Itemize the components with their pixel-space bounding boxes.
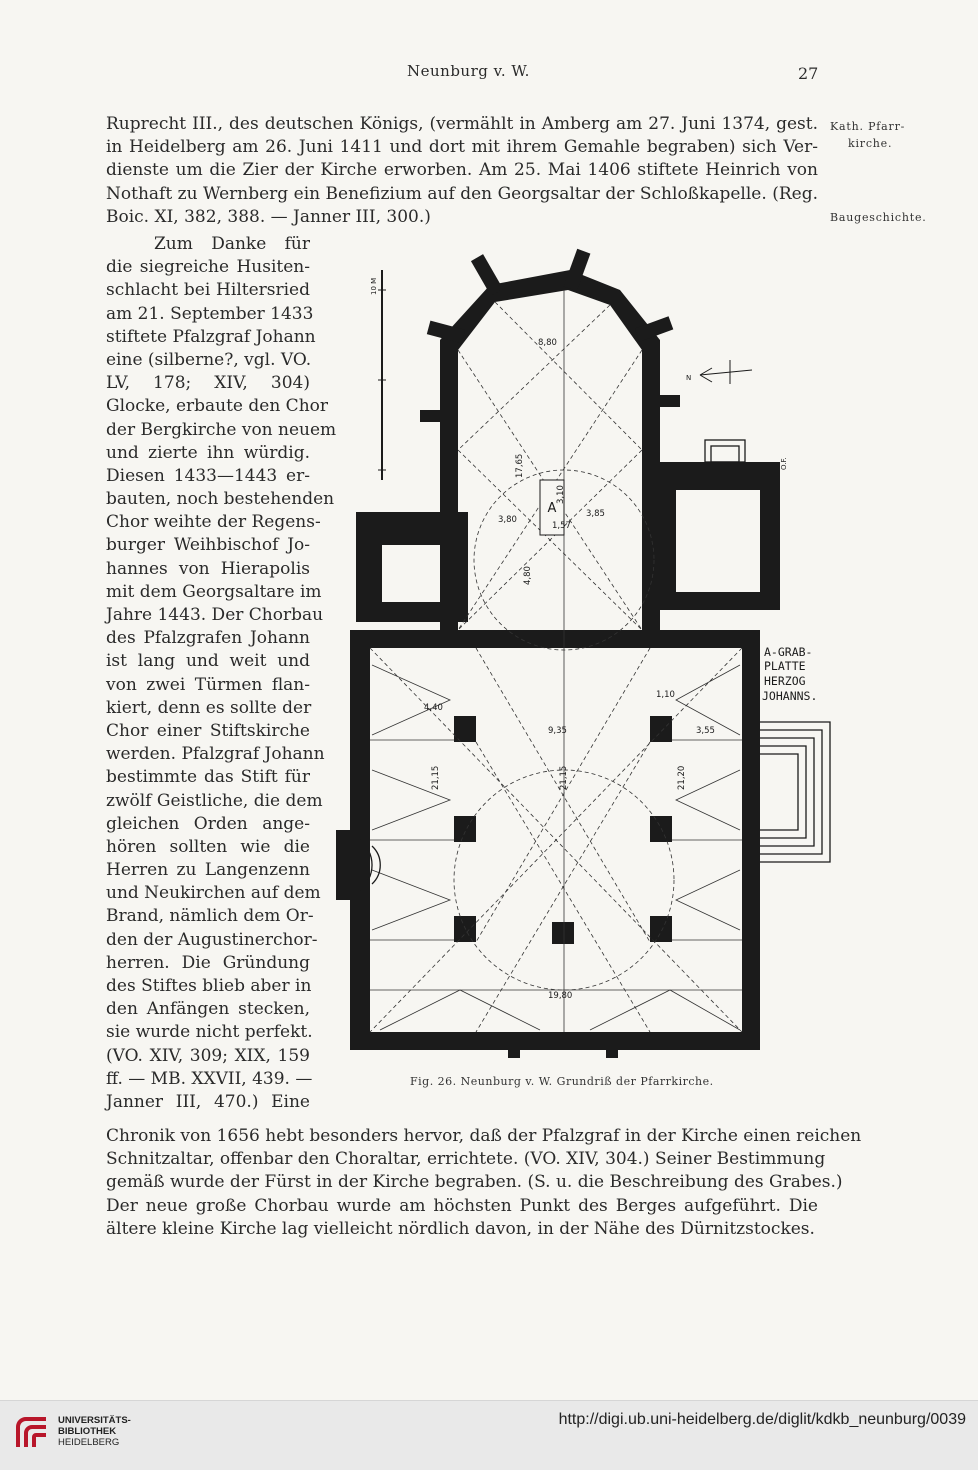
text-line: des Stiftes blieb aber in xyxy=(106,976,312,996)
legend-line: JOHANNS. xyxy=(762,689,818,703)
text-line: Schnitzaltar, offenbar den Choraltar, errichtete. (VO. XIV, 304.) Seiner Bestimmung xyxy=(106,1149,826,1170)
paragraph-top xyxy=(106,113,818,229)
scale-label: 10 M xyxy=(370,277,378,295)
margin-note-kirche: kirche. xyxy=(848,137,893,150)
text-line: mit dem Georgsaltare im xyxy=(106,581,322,602)
institution-line: BIBLIOTHEK xyxy=(58,1426,117,1437)
text-line: der Bergkirche von neuem xyxy=(106,419,337,440)
text-line: bestimmte das Stift für xyxy=(106,767,310,788)
text-line: Nothaft zu Wernberg ein Benefizium auf den Georgsaltar der Schloßkapelle. (Reg. xyxy=(106,183,818,204)
scale-bar xyxy=(378,270,386,480)
text-line: des Pfalzgrafen Johann xyxy=(106,628,310,649)
text-line: Chronik von 1656 hebt besonders hervor, daß der Pfalzgraf in der Kirche einen reichen xyxy=(106,1126,862,1146)
library-logo-icon xyxy=(12,1413,52,1453)
text-line: Glocke, erbaute den Chor xyxy=(106,396,329,417)
institution-name xyxy=(58,1415,131,1448)
text-line: dienste um die Zier der Kirche erworben. Am 25. Mai 1406 stiftete Heinrich von xyxy=(106,160,818,181)
text-line: kiert, denn es sollte der xyxy=(106,697,312,718)
text-line: und zierte ihn würdig. xyxy=(106,442,310,463)
text-line: Der neue große Chorbau wurde am höchsten Punkt des Berges aufgeführt. Die xyxy=(106,1195,818,1216)
text-line: von zwei Türmen flan- xyxy=(106,674,310,695)
dim-label: 3,80 xyxy=(498,515,517,525)
text-line: Chor weihte der Regens- xyxy=(106,512,321,533)
text-line: sie wurde nicht perfekt. xyxy=(106,1022,313,1043)
text-line: schlacht bei Hiltersried xyxy=(106,280,310,301)
dimension-labels xyxy=(424,338,715,1001)
paragraph-left-column xyxy=(106,233,337,1114)
dim-label: 17,65 xyxy=(515,453,525,478)
text-line: Chor einer Stiftskirche xyxy=(106,720,310,741)
text-line: den der Augustinerchor- xyxy=(106,929,318,950)
dim-label: 1,10 xyxy=(656,690,675,700)
text-line: gemäß wurde der Fürst in der Kirche begraben. (S. u. die Beschreibung des Grabes.) xyxy=(106,1172,843,1193)
text-line: und Neukirchen auf dem xyxy=(106,883,321,904)
text-line: hören sollten wie die xyxy=(106,836,310,857)
dim-label: 9,35 xyxy=(548,726,567,736)
text-line: Boic. XI, 382, 388. — Janner III, 300.) xyxy=(106,206,431,227)
text-line: ist lang und weit und xyxy=(106,651,310,672)
text-line: werden. Pfalzgraf Johann xyxy=(106,744,325,765)
text-line: Herren zu Langenzenn xyxy=(106,860,310,881)
plan-walls xyxy=(336,249,780,1058)
dim-label: 3,85 xyxy=(586,509,605,519)
dim-label: 21,15 xyxy=(431,765,441,790)
dim-label: 4,40 xyxy=(424,703,443,713)
text-line: Janner III, 470.) Eine xyxy=(106,1091,310,1112)
header-title: Neunburg v. W. xyxy=(407,62,530,80)
figure-caption: Fig. 26. Neunburg v. W. Grundriß der Pfarrkirche. xyxy=(410,1075,714,1088)
source-url-link[interactable]: http://digi.ub.uni-heidelberg.de/diglit/kdkb_neunburg/0039 xyxy=(558,1411,966,1428)
legend-line: HERZOG xyxy=(764,674,806,688)
text-line: LV, 178; XIV, 304) xyxy=(106,373,310,394)
plan-legend xyxy=(762,645,817,703)
text-line: hannes von Hierapolis xyxy=(106,558,310,579)
text-line: burger Weihbischof Jo- xyxy=(106,535,310,556)
legend-line: PLATTE xyxy=(764,659,806,673)
paragraph-bottom xyxy=(106,1125,862,1241)
floor-plan-figure xyxy=(334,240,830,1070)
dim-label: 1,57 xyxy=(552,521,571,531)
running-header xyxy=(0,62,978,86)
institution-line: UNIVERSITÄTS- xyxy=(58,1415,131,1426)
text-line: (VO. XIV, 309; XIX, 159 xyxy=(106,1045,310,1066)
text-line: gleichen Orden ange- xyxy=(106,813,310,834)
dim-label: 3,55 xyxy=(696,726,715,736)
text-line: Jahre 1443. Der Chorbau xyxy=(106,605,324,625)
legend-line: A-GRAB- xyxy=(764,645,813,659)
dim-label: 8,80 xyxy=(538,338,557,348)
text-line: Diesen 1433—1443 er- xyxy=(106,465,310,486)
dim-label: 21,15 xyxy=(559,765,569,790)
text-line: Brand, nämlich dem Or- xyxy=(106,906,314,927)
dim-label: 4,80 xyxy=(523,566,533,585)
margin-note-kath: Kath. Pfarr- xyxy=(830,120,906,133)
text-line: ältere kleine Kirche lag vielleicht nördlich davon, in der Nähe des Dürnitzstockes. xyxy=(106,1218,815,1239)
page-number: 27 xyxy=(798,64,819,83)
north-label: N xyxy=(686,374,692,382)
text-line: ff. — MB. XXVII, 439. — xyxy=(106,1068,313,1089)
text-line: zwölf Geistliche, die dem xyxy=(106,790,323,811)
dim-label: 19,80 xyxy=(548,991,573,1001)
text-line: den Anfängen stecken, xyxy=(106,999,310,1020)
text-line: Zum Danke für xyxy=(154,234,310,254)
north-arrow xyxy=(700,360,752,384)
text-line: am 21. September 1433 xyxy=(106,303,314,324)
of-label: O.F. xyxy=(780,457,788,470)
text-line: eine (silberne?, vgl. VO. xyxy=(106,349,312,370)
grave-marker-label: A xyxy=(547,501,557,516)
footer-bar xyxy=(0,1400,978,1470)
institution-line: HEIDELBERG xyxy=(58,1437,120,1448)
text-line: die siegreiche Husiten- xyxy=(106,257,310,278)
text-line: herren. Die Gründung xyxy=(106,952,310,973)
rib-lines xyxy=(370,290,742,1032)
dim-label: 3,10 xyxy=(556,485,566,504)
text-line: in Heidelberg am 26. Juni 1411 und dort mit ihrem Gemahle begraben) sich Ver- xyxy=(106,137,818,158)
margin-note-baugeschichte: Baugeschichte. xyxy=(830,211,927,224)
text-line: Ruprecht III., des deutschen Königs, (vermählt in Amberg am 27. Juni 1374, gest. xyxy=(106,114,818,134)
text-line: bauten, noch bestehenden xyxy=(106,489,335,510)
dim-label: 21,20 xyxy=(677,765,687,790)
text-line: stiftete Pfalzgraf Johann xyxy=(106,326,316,347)
